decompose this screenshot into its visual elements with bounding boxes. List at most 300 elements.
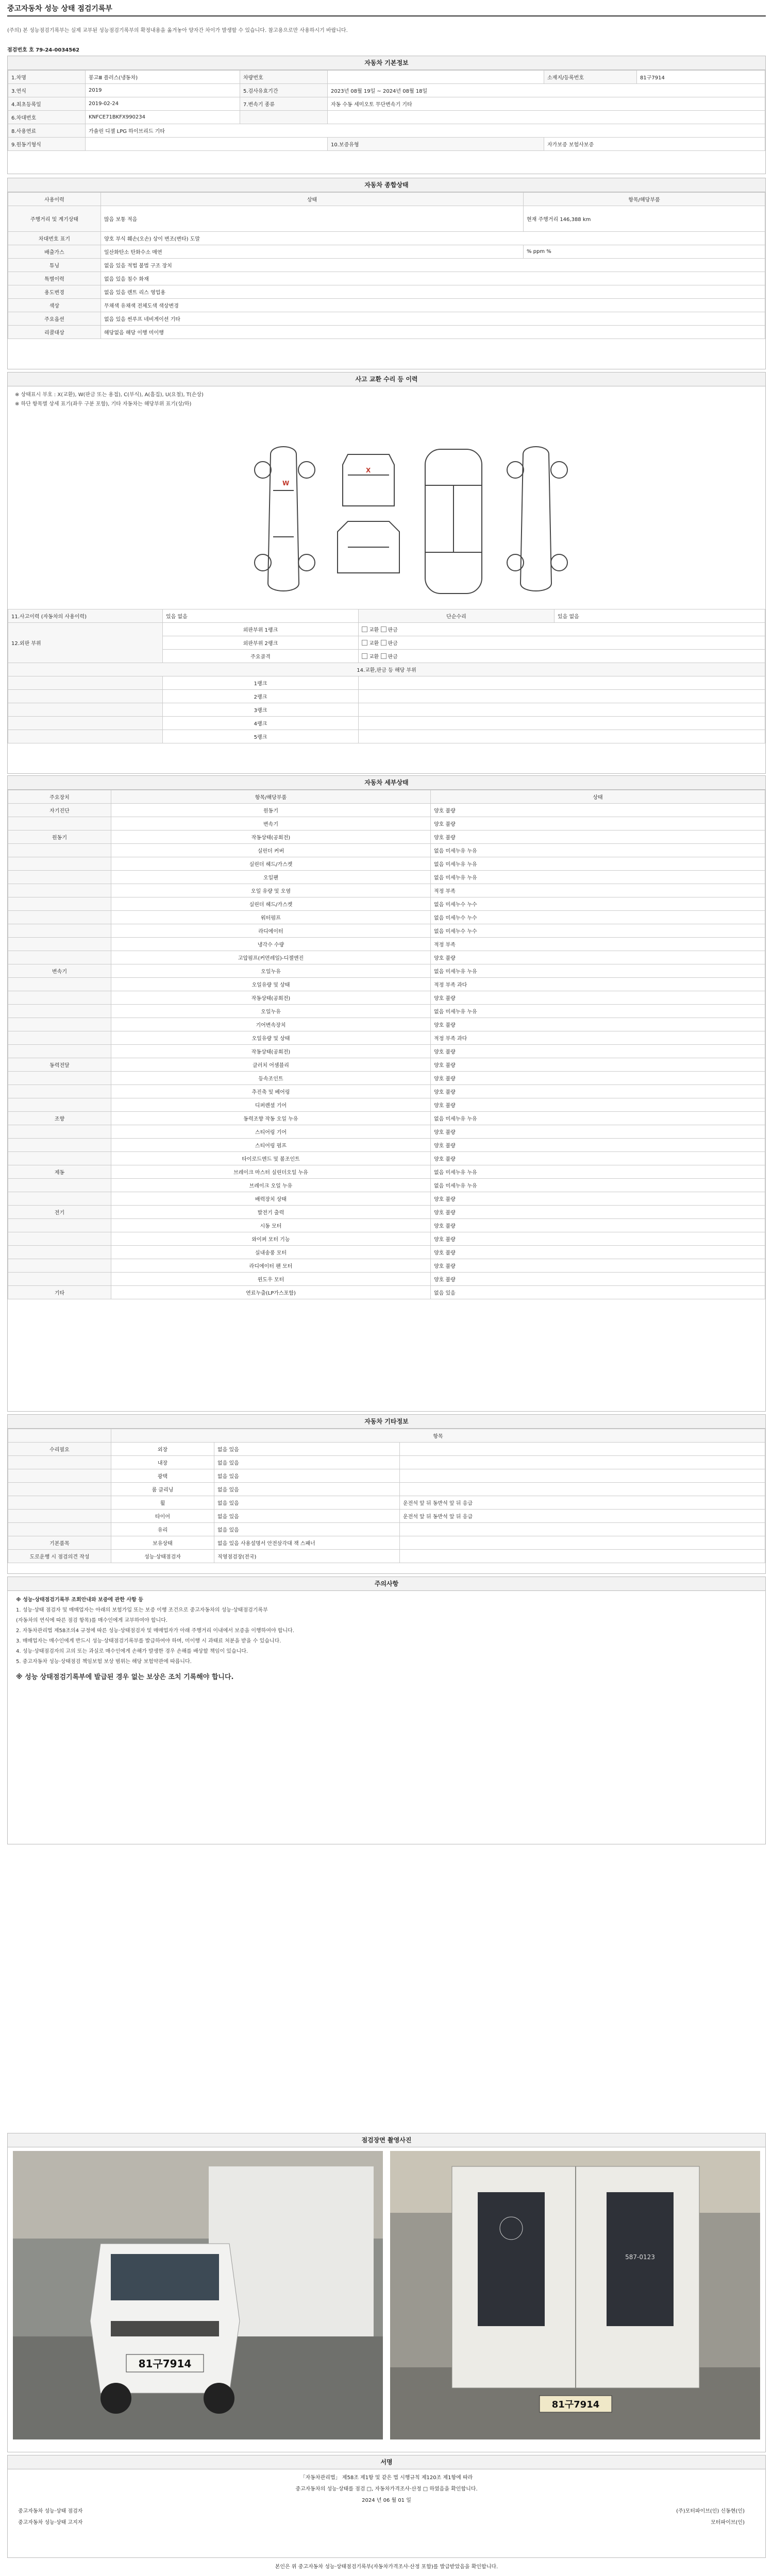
value-vin: KNFCE71BKFX990234 <box>86 111 240 124</box>
detail-group-cell <box>8 1246 111 1259</box>
table-row <box>8 1483 765 1496</box>
table-row <box>8 1259 765 1273</box>
detail-item-cell: 워터펌프 <box>111 911 431 924</box>
table-row <box>8 312 765 326</box>
detail-group-cell <box>8 1219 111 1232</box>
detail-item-cell: 기어변속장치 <box>111 1018 431 1031</box>
detail-item-cell: 실린더 헤드/가스켓 <box>111 897 431 911</box>
col-header-item: 항목 <box>111 1429 765 1443</box>
value-year: 2019 <box>86 84 240 97</box>
notice-text: (주의) 본 성능점검기록부는 실제 교부된 성능점검기록부의 확정내용을 옮겨놓아 양자간 차이가 발생할 수 있습니다. 참고용으로만 사용하시기 바랍니다. <box>7 28 348 33</box>
table-row <box>8 911 765 924</box>
label-inspection-period: 5.검사유효기간 <box>240 84 328 97</box>
detail-group-cell <box>8 1072 111 1085</box>
frame-rank-4: 4랭크 <box>163 717 359 730</box>
other-item-cell: 유리 <box>111 1523 214 1536</box>
other-extra-cell <box>400 1483 765 1496</box>
front-plate-text: 81구7914 <box>138 2358 192 2370</box>
label-mileage: 주행거리 및 계기상태 <box>8 206 101 232</box>
issuer-name: 모터파이브(인) <box>711 2520 745 2526</box>
detail-item-cell: 오일유량 및 상태 <box>111 1031 431 1045</box>
state-vin-mark: 양호 부식 훼손(오손) 상이 변조(변타) 도말 <box>101 232 765 245</box>
car-right-side-icon <box>507 447 567 591</box>
detail-group-cell: 변속기 <box>8 964 111 978</box>
detail-group-cell: 원동기 <box>8 831 111 844</box>
detail-item-cell: 실내송풍 모터 <box>111 1246 431 1259</box>
detail-status-cell: 양호 불량 <box>431 1072 765 1085</box>
detail-status-cell: 양호 불량 <box>431 951 765 964</box>
accident-header: 사고 교환 수리 등 이력 <box>8 372 765 386</box>
signature-body <box>8 2469 765 2506</box>
detail-status-cell: 양호 불량 <box>431 1273 765 1286</box>
outer-rank-1: 외판부위 1랭크 <box>163 623 359 636</box>
caution-section <box>7 1577 766 1844</box>
value-warranty: 자가보증 보험사보증 <box>544 138 765 151</box>
overall-state-section <box>7 178 766 369</box>
table-row <box>8 609 765 623</box>
detail-group-cell <box>8 857 111 871</box>
table-row <box>8 844 765 857</box>
other-extra-cell <box>400 1523 765 1536</box>
detail-status-cell: 없음 미세누유 누유 <box>431 1179 765 1192</box>
detail-item-cell: 스티어링 펌프 <box>111 1139 431 1152</box>
outer-rank-2: 외판부위 2랭크 <box>163 636 359 650</box>
other-group-cell <box>8 1510 111 1523</box>
frame-rank-1: 1랭크 <box>163 676 359 690</box>
other-info-table <box>8 1429 765 1563</box>
table-row <box>8 1018 765 1031</box>
table-row <box>8 897 765 911</box>
table-row <box>8 1536 765 1550</box>
detail-group-cell: 동력전달 <box>8 1058 111 1072</box>
table-row <box>8 1469 765 1483</box>
detail-item-cell: 작동상태(공회전) <box>111 1045 431 1058</box>
other-extra-cell <box>400 1456 765 1469</box>
table-row <box>8 1045 765 1058</box>
table-row <box>8 285 765 299</box>
col-header-part: 항목/해당부품 <box>111 790 431 804</box>
detail-item-cell: 발전기 출력 <box>111 1206 431 1219</box>
other-item-cell: 타이어 <box>111 1510 214 1523</box>
detail-group-cell <box>8 911 111 924</box>
table-row <box>8 717 765 730</box>
receipt-block <box>7 2562 766 2573</box>
table-row <box>8 1496 765 1510</box>
label-warranty: 10.보증유형 <box>328 138 544 151</box>
damage-mark: X <box>366 467 371 474</box>
detail-status-cell: 적정 부족 <box>431 884 765 897</box>
basic-info-header: 자동차 기본정보 <box>8 56 765 70</box>
detail-group-cell <box>8 1152 111 1165</box>
caution-notes <box>8 1591 765 1689</box>
label-first-reg: 4.최초등록일 <box>8 97 86 111</box>
table-row <box>8 1031 765 1045</box>
state-color: 무채색 유채색 전체도색 색상변경 <box>101 299 765 312</box>
label-plate: 차량번호 <box>240 71 328 84</box>
detail-group-cell <box>8 978 111 991</box>
label-outer-panel: 12.외판 부위 <box>8 623 163 663</box>
table-row <box>8 1058 765 1072</box>
detail-group-cell <box>8 1085 111 1098</box>
table-row <box>8 831 765 844</box>
overall-state-table <box>8 192 765 339</box>
detail-status-cell: 없음 미세누수 누수 <box>431 911 765 924</box>
other-info-section <box>7 1414 766 1574</box>
issuer-label: 중고자동차 성능·상태 고지자 <box>18 2520 83 2526</box>
detail-item-cell: 브레이크 마스터 실린더오일 누유 <box>111 1165 431 1179</box>
label-vin-mark: 차대번호 표기 <box>8 232 101 245</box>
other-status-cell: 없음 있음 <box>214 1443 400 1456</box>
table-row <box>8 1429 765 1443</box>
car-top-view-icon <box>425 449 482 594</box>
state-options: 없음 있음 썬루프 네비게이션 기타 <box>101 312 765 326</box>
caution-line: 1. 성능·상태 점검자 및 매매업자는 아래의 보험가입 또는 보증 이행 조건으로 중고자동차의 성능·상태점검기록부 <box>16 1607 268 1613</box>
caution-line: 5. 중고자동차 성능·상태점검 책임보험 보상 범위는 해당 보험약관에 따릅니다. <box>16 1659 192 1665</box>
other-group-cell: 기본품목 <box>8 1536 111 1550</box>
table-row <box>8 1523 765 1536</box>
detail-status-cell: 없음 미세누유 누유 <box>431 1112 765 1125</box>
table-row <box>8 1206 765 1219</box>
table-row <box>8 206 765 232</box>
table-row <box>8 97 765 111</box>
other-status-cell: 직영점검장(전국) <box>214 1550 400 1563</box>
other-status-cell: 없음 있음 <box>214 1496 400 1510</box>
table-row <box>8 1246 765 1259</box>
other-status-cell: 없음 있음 사용설명서 안전삼각대 잭 스패너 <box>214 1536 400 1550</box>
frame-rank-2: 2랭크 <box>163 690 359 703</box>
detail-item-cell: 오일 유량 및 오염 <box>111 884 431 897</box>
table-row <box>8 951 765 964</box>
detail-status-cell: 없음 미세누수 누수 <box>431 897 765 911</box>
col-header-history: 사용이력 <box>8 193 101 206</box>
detail-item-cell: 타이로드엔드 및 볼조인트 <box>111 1152 431 1165</box>
detail-item-cell: 냉각수 수량 <box>111 938 431 951</box>
table-row <box>8 259 765 272</box>
table-row <box>8 1005 765 1018</box>
other-info-header: 자동차 기타정보 <box>8 1415 765 1429</box>
table-row <box>8 1179 765 1192</box>
table-row <box>8 857 765 871</box>
detail-item-cell: 시동 모터 <box>111 1219 431 1232</box>
other-group-cell: 수리필요 <box>8 1443 111 1456</box>
caution-line: 3. 매매업자는 매수인에게 반드시 성능·상태점검기록부를 발급하여야 하며, 미이행 시 과태료 처분을 받을 수 있습니다. <box>16 1638 281 1644</box>
label-transmission: 7.변속기 종류 <box>240 97 328 111</box>
table-row <box>8 1152 765 1165</box>
table-row <box>8 991 765 1005</box>
detail-status-cell: 없음 미세누수 누수 <box>431 924 765 938</box>
detail-status-cell: 양호 불량 <box>431 1098 765 1112</box>
label-recall: 리콜대상 <box>8 326 101 339</box>
table-row <box>8 1098 765 1112</box>
label-car-name: 1.차명 <box>8 71 86 84</box>
document-number <box>7 45 79 53</box>
detail-item-cell: 라디에이터 팬 모터 <box>111 1259 431 1273</box>
issuer-row <box>8 2518 765 2529</box>
value-first-reg: 2019-02-24 <box>86 97 240 111</box>
table-row <box>8 111 765 124</box>
signature-section <box>7 2455 766 2558</box>
detail-group-cell <box>8 1259 111 1273</box>
label-tuning: 튜닝 <box>8 259 101 272</box>
detail-item-cell: 디퍼렌셜 기어 <box>111 1098 431 1112</box>
table-row <box>8 663 765 676</box>
detail-state-header: 자동차 세부상태 <box>8 776 765 790</box>
detail-status-cell: 양호 불량 <box>431 1139 765 1152</box>
detail-item-cell: 동력조향 작동 오일 누유 <box>111 1112 431 1125</box>
accident-section <box>7 372 766 774</box>
detail-state-section <box>7 775 766 1412</box>
signature-date: 2024 년 06 월 01 일 <box>362 2498 411 2503</box>
detail-item-cell: 오일유량 및 상태 <box>111 978 431 991</box>
detail-status-cell: 없음 미세누유 누유 <box>431 844 765 857</box>
value-transmission: 자동 수동 세미오토 무단변속기 기타 <box>328 97 765 111</box>
table-row <box>8 84 765 97</box>
table-row <box>8 804 765 817</box>
legend-line-2: ※ 하단 항목별 상세 표기(좌우 구분 포함), 기타 자동차는 해당부위 표기(상/하) <box>15 401 192 407</box>
detail-group-cell <box>8 871 111 884</box>
detail-status-cell: 없음 미세누유 누유 <box>431 871 765 884</box>
rear-plate-text: 81구7914 <box>551 2399 600 2410</box>
other-status-cell: 없음 있음 <box>214 1456 400 1469</box>
detail-group-cell <box>8 991 111 1005</box>
frame-header: 14.교환,판금 등 해당 부위 <box>8 663 765 676</box>
label-options: 주요옵션 <box>8 312 101 326</box>
other-extra-cell: 운전석 앞 뒤 동반석 앞 뒤 응급 <box>400 1510 765 1523</box>
detail-item-cell: 실린더 커버 <box>111 844 431 857</box>
table-row <box>8 1125 765 1139</box>
other-extra-cell <box>400 1443 765 1456</box>
other-extra-cell: 운전석 앞 뒤 동반석 앞 뒤 응급 <box>400 1496 765 1510</box>
other-status-cell: 없음 있음 <box>214 1483 400 1496</box>
detail-status-cell: 적정 부족 과다 <box>431 1031 765 1045</box>
state-special-history: 없음 있음 침수 화재 <box>101 272 765 285</box>
detail-item-cell: 클러치 어셈블리 <box>111 1058 431 1072</box>
document-number-label: 점검번호 호 <box>7 47 34 53</box>
label-emission: 배출가스 <box>8 245 101 259</box>
detail-status-cell: 양호 불량 <box>431 817 765 831</box>
other-item-cell: 외장 <box>111 1443 214 1456</box>
accident-history-table <box>8 609 765 743</box>
detail-item-cell: 오일누유 <box>111 1005 431 1018</box>
detail-item-cell: 오일누유 <box>111 964 431 978</box>
table-row <box>8 1085 765 1098</box>
basic-info-section <box>7 56 766 174</box>
table-row <box>8 884 765 897</box>
detail-status-cell: 양호 불량 <box>431 1206 765 1219</box>
table-row: 12.외판 부위 외판부위 1랭크 교환 판금 <box>8 623 765 636</box>
detail-item-cell: 실린더 헤드/가스켓 <box>111 857 431 871</box>
detail-group-cell <box>8 1125 111 1139</box>
state-emission: 일산화탄소 탄화수소 매연 <box>101 245 524 259</box>
detail-group-cell <box>8 1098 111 1112</box>
detail-item-cell: 연료누출(LP가스포함) <box>111 1286 431 1299</box>
detail-status-cell: 양호 불량 <box>431 1125 765 1139</box>
caution-line: 4. 성능·상태점검자의 고의 또는 과실로 매수인에게 손해가 발생한 경우 손해를 배상할 책임이 있습니다. <box>16 1649 248 1654</box>
document-title: 중고자동차 성능 상태 점검기록부 <box>7 5 112 13</box>
label-fuel: 8.사용연료 <box>8 124 86 138</box>
front-truck-image <box>13 2151 383 2439</box>
damage-mark: W <box>282 480 290 487</box>
caution-title: ※ 성능·상태점검기록부 조회안내와 보증에 관한 사항 등 <box>16 1597 143 1603</box>
detail-group-cell <box>8 844 111 857</box>
label-reg: 소재지/등록번호 <box>544 71 637 84</box>
value-inspection-period: 2023년 08월 19일 ~ 2024년 08월 18일 <box>328 84 765 97</box>
legend-line-1: ※ 상태표시 부호 : X(교환), W(판금 또는 용접), C(부식), A(흠집), U(요철), T(손상) <box>15 392 204 398</box>
detail-group-cell <box>8 1192 111 1206</box>
car-diagram <box>8 413 765 609</box>
table-row <box>8 730 765 743</box>
table-row <box>8 138 765 151</box>
state-tuning: 없음 있음 적법 불법 구조 장치 <box>101 259 765 272</box>
detail-item-cell: 윈도우 모터 <box>111 1273 431 1286</box>
photos-header: 점검장면 촬영사진 <box>8 2133 765 2147</box>
detail-group-cell <box>8 924 111 938</box>
other-group-cell: 도로운행 시 점검의견 작성 <box>8 1550 111 1563</box>
table-row <box>8 964 765 978</box>
detail-item-cell: 작동상태(공회전) <box>111 831 431 844</box>
receipt-text: 본인은 위 중고자동차 성능·상태점검기록부(자동차가격조사·산정 포함)를 발급받았음을 확인합니다. <box>275 2564 498 2570</box>
table-row <box>8 1273 765 1286</box>
detail-group-cell <box>8 951 111 964</box>
frame-rank-5: 5랭크 <box>163 730 359 743</box>
detail-group-cell <box>8 1045 111 1058</box>
col-header-status: 상태 <box>431 790 765 804</box>
table-row <box>8 232 765 245</box>
detail-group-cell: 조향 <box>8 1112 111 1125</box>
label-usage-change: 용도변경 <box>8 285 101 299</box>
rear-box-text: 587-0123 <box>625 2253 655 2261</box>
table-row <box>8 1112 765 1125</box>
label-accident-history: 11.사고이력 (자동차의 사용이력) <box>8 609 163 623</box>
detail-item-cell: 와이퍼 모터 기능 <box>111 1232 431 1246</box>
detail-item-cell: 고압펌프(커먼레일)-디젤엔진 <box>111 951 431 964</box>
basic-info-table <box>8 70 765 151</box>
value-plate <box>328 71 544 84</box>
detail-status-cell: 양호 불량 <box>431 1045 765 1058</box>
detail-group-cell <box>8 1031 111 1045</box>
detail-item-cell: 오일팬 <box>111 871 431 884</box>
table-row <box>8 326 765 339</box>
detail-status-cell: 양호 불량 <box>431 1152 765 1165</box>
detail-item-cell: 원동기 <box>111 804 431 817</box>
table-row <box>8 1286 765 1299</box>
caution-header: 주의사항 <box>8 1577 765 1591</box>
table-row <box>8 1219 765 1232</box>
other-group-cell <box>8 1523 111 1536</box>
detail-status-cell: 양호 불량 <box>431 1219 765 1232</box>
table-row <box>8 1192 765 1206</box>
table-row <box>8 193 765 206</box>
detail-group-cell <box>8 1179 111 1192</box>
checker-name: (주)모터파이브(인) 신동현(인) <box>676 2509 745 2514</box>
other-item-cell: 룸 클리닝 <box>111 1483 214 1496</box>
table-row: 외판부위 2랭크 교환 판금 <box>8 636 765 650</box>
signature-header: 서명 <box>8 2455 765 2469</box>
detail-item-cell: 변속기 <box>111 817 431 831</box>
detail-group-cell <box>8 897 111 911</box>
front-photo <box>13 2151 383 2439</box>
table-row <box>8 676 765 690</box>
other-status-cell: 없음 있음 <box>214 1523 400 1536</box>
table-row <box>8 1443 765 1456</box>
table-row <box>8 124 765 138</box>
table-row <box>8 1232 765 1246</box>
detail-group-cell <box>8 1273 111 1286</box>
extra-mileage: 현재 주행거리 146,388 km <box>524 206 765 232</box>
table-row <box>8 1456 765 1469</box>
state-mileage: 많음 보통 적음 <box>101 206 524 232</box>
detail-status-cell: 양호 불량 <box>431 991 765 1005</box>
detail-status-cell: 양호 불량 <box>431 831 765 844</box>
title-divider <box>7 15 766 16</box>
detail-status-cell: 없음 미세누유 누유 <box>431 857 765 871</box>
label-special-history: 특별이력 <box>8 272 101 285</box>
detail-status-cell: 양호 불량 <box>431 1192 765 1206</box>
rear-truck-image <box>390 2151 760 2439</box>
detail-group-cell <box>8 884 111 897</box>
detail-status-cell: 없음 미세누유 누유 <box>431 964 765 978</box>
detail-status-cell: 양호 불량 <box>431 804 765 817</box>
value-accident-history: 있음 없음 <box>163 609 359 623</box>
table-row <box>8 817 765 831</box>
table-row <box>8 978 765 991</box>
table-row <box>8 245 765 259</box>
caution-bottom: ※ 성능 상태점검기록부에 발급된 경우 없는 보상은 조치 기록해야 합니다. <box>16 1673 234 1681</box>
detail-status-cell: 양호 불량 <box>431 1085 765 1098</box>
state-usage-change: 없음 있음 렌트 리스 영업용 <box>101 285 765 299</box>
other-item-cell: 보유상태 <box>111 1536 214 1550</box>
detail-status-cell: 없음 미세누유 누유 <box>431 1005 765 1018</box>
detail-group-cell <box>8 1005 111 1018</box>
detail-item-cell: 브레이크 오일 누유 <box>111 1179 431 1192</box>
detail-status-cell: 양호 불량 <box>431 1232 765 1246</box>
table-row <box>8 703 765 717</box>
label-color: 색상 <box>8 299 101 312</box>
detail-status-cell: 양호 불량 <box>431 1246 765 1259</box>
caution-line: (자동차의 연식에 따른 점검 항목)를 매수인에게 교부하여야 합니다. <box>16 1618 168 1623</box>
other-group-cell <box>8 1483 111 1496</box>
label-simple-repair: 단순수리 <box>359 609 554 623</box>
value-simple-repair: 있음 없음 <box>554 609 765 623</box>
table-row: 주요골격 교환 판금 <box>8 650 765 663</box>
other-extra-cell <box>400 1469 765 1483</box>
detail-status-cell: 양호 불량 <box>431 1018 765 1031</box>
other-item-cell: 성능·상태점검자 <box>111 1550 214 1563</box>
detail-group-cell: 기타 <box>8 1286 111 1299</box>
label-year: 3.연식 <box>8 84 86 97</box>
detail-status-cell: 적정 부족 <box>431 938 765 951</box>
detail-status-cell: 없음 미세누유 누유 <box>431 1165 765 1179</box>
other-status-cell: 없음 있음 <box>214 1469 400 1483</box>
other-item-cell: 휠 <box>111 1496 214 1510</box>
frame-rank-3: 3랭크 <box>163 703 359 717</box>
col-header-device: 주요장치 <box>8 790 111 804</box>
detail-item-cell: 추진축 및 베어링 <box>111 1085 431 1098</box>
detail-group-cell <box>8 1139 111 1152</box>
detail-status-cell: 양호 불량 <box>431 1259 765 1273</box>
detail-group-cell: 전기 <box>8 1206 111 1219</box>
table-row <box>8 71 765 84</box>
signature-line-2: 중고자동차의 성능·상태를 점검 □, 자동차가격조사·산정 □ 하였음을 확인합니다. <box>295 2486 478 2492</box>
other-extra-cell <box>400 1536 765 1550</box>
overall-state-header: 자동차 종합상태 <box>8 178 765 192</box>
detail-status-cell: 양호 불량 <box>431 1058 765 1072</box>
detail-state-table <box>8 790 765 1299</box>
table-row <box>8 1550 765 1563</box>
other-item-cell: 내장 <box>111 1456 214 1469</box>
detail-group-cell <box>8 817 111 831</box>
detail-status-cell: 없음 있음 <box>431 1286 765 1299</box>
